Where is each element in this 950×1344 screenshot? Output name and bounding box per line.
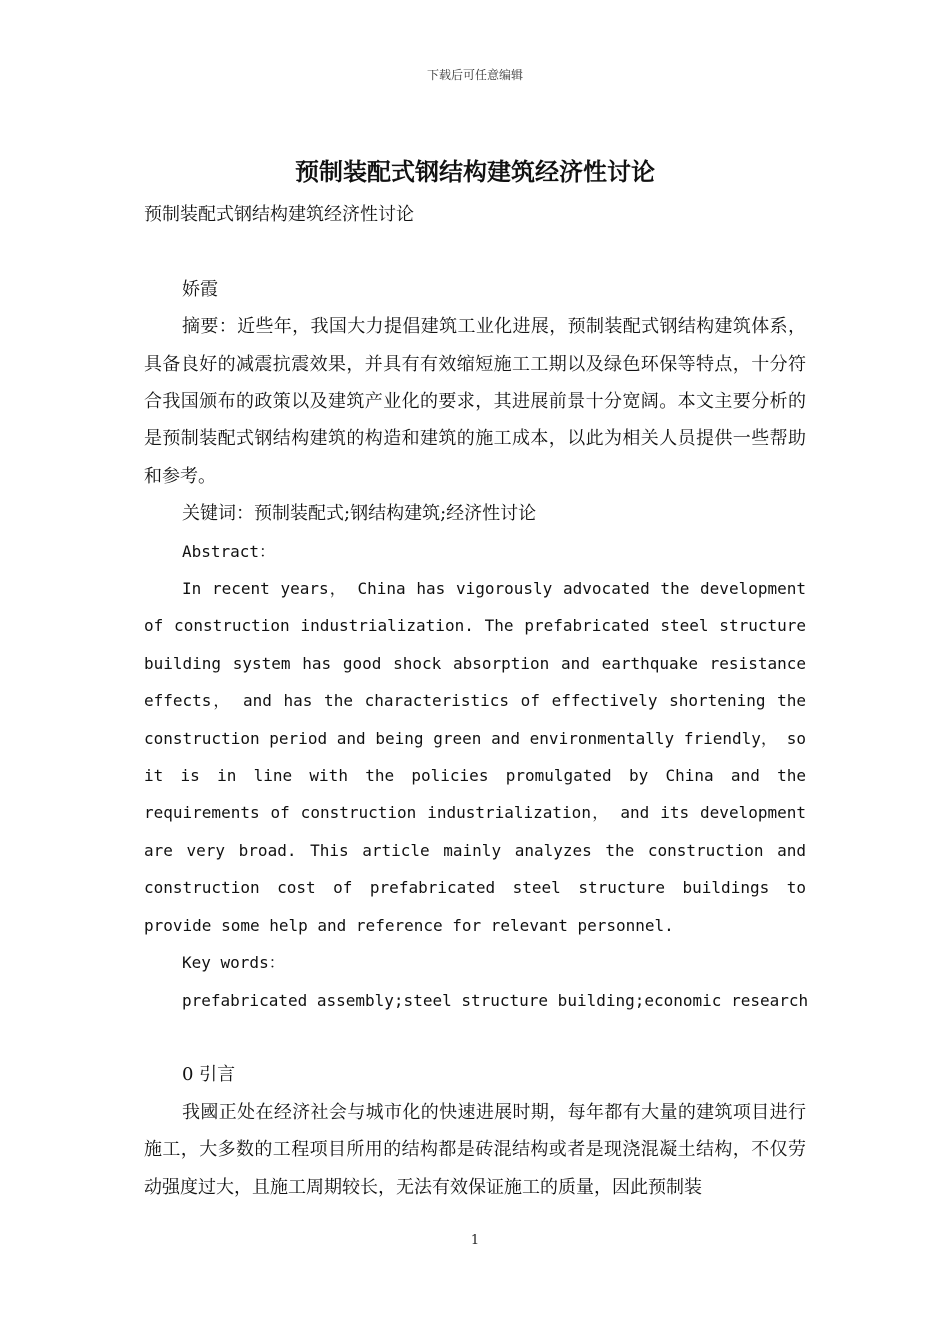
keywords-english-label: Key words： xyxy=(182,953,285,973)
blank-line xyxy=(144,1019,806,1056)
document-title: 预制装配式钢结构建筑经济性讨论 xyxy=(295,158,655,186)
header-note: 下载后可任意编辑 xyxy=(426,68,523,82)
abstract-label: Abstract： xyxy=(182,541,276,561)
intro-paragraph: 我國正处在经济社会与城市化的快速进展时期，每年都有大量的建筑项目进行施工，大多数的工程项目所用的结构都是砖混结构或者是现浇混凝土结构，不仅劳动强度过大，且施工周期较长，无法有效保证施工的质量，因此预制装 xyxy=(144,1101,806,1198)
blank-line xyxy=(144,233,806,270)
abstract-chinese: 摘要：近些年，我国大力提倡建筑工业化进展，预制装配式钢结构建筑体系，具备良好的减震抗震效果，并具有有效缩短施工工期以及绿色环保等特点，十分符合我国颁布的政策以及建筑产业化的要求，其进展前景十分宽阔。本文主要分析的是预制装配式钢结构建筑的构造和建筑的施工成本，以此为相关人员提供一些帮助和参考。 xyxy=(144,316,806,487)
author: 娇霞 xyxy=(182,278,218,300)
keywords-english: prefabricated assembly;steel structure building;economic research xyxy=(182,990,809,1010)
page-number: 1 xyxy=(470,1233,480,1248)
keywords-chinese: 关键词：预制装配式;钢结构建筑;经济性讨论 xyxy=(182,503,537,525)
subtitle: 预制装配式钢结构建筑经济性讨论 xyxy=(144,204,414,225)
abstract-english: In recent years， China has vigorously advocated the development of construction industrialization. The prefabricated steel structure building system has good shock absorption and earthquake resistance effects， and has the characteristics of effectively shortening the construction period and being green and environmentally friendly， so it is in line with the policies promulgated by China and the requirements of construction industrialization， and its development are very broad. This article mainly analyzes the construction and construction cost of prefabricated steel structure buildings to provide some help and reference for relevant personnel. xyxy=(144,579,806,935)
section-heading: 0 引言 xyxy=(182,1064,236,1086)
document-body xyxy=(144,196,809,1206)
